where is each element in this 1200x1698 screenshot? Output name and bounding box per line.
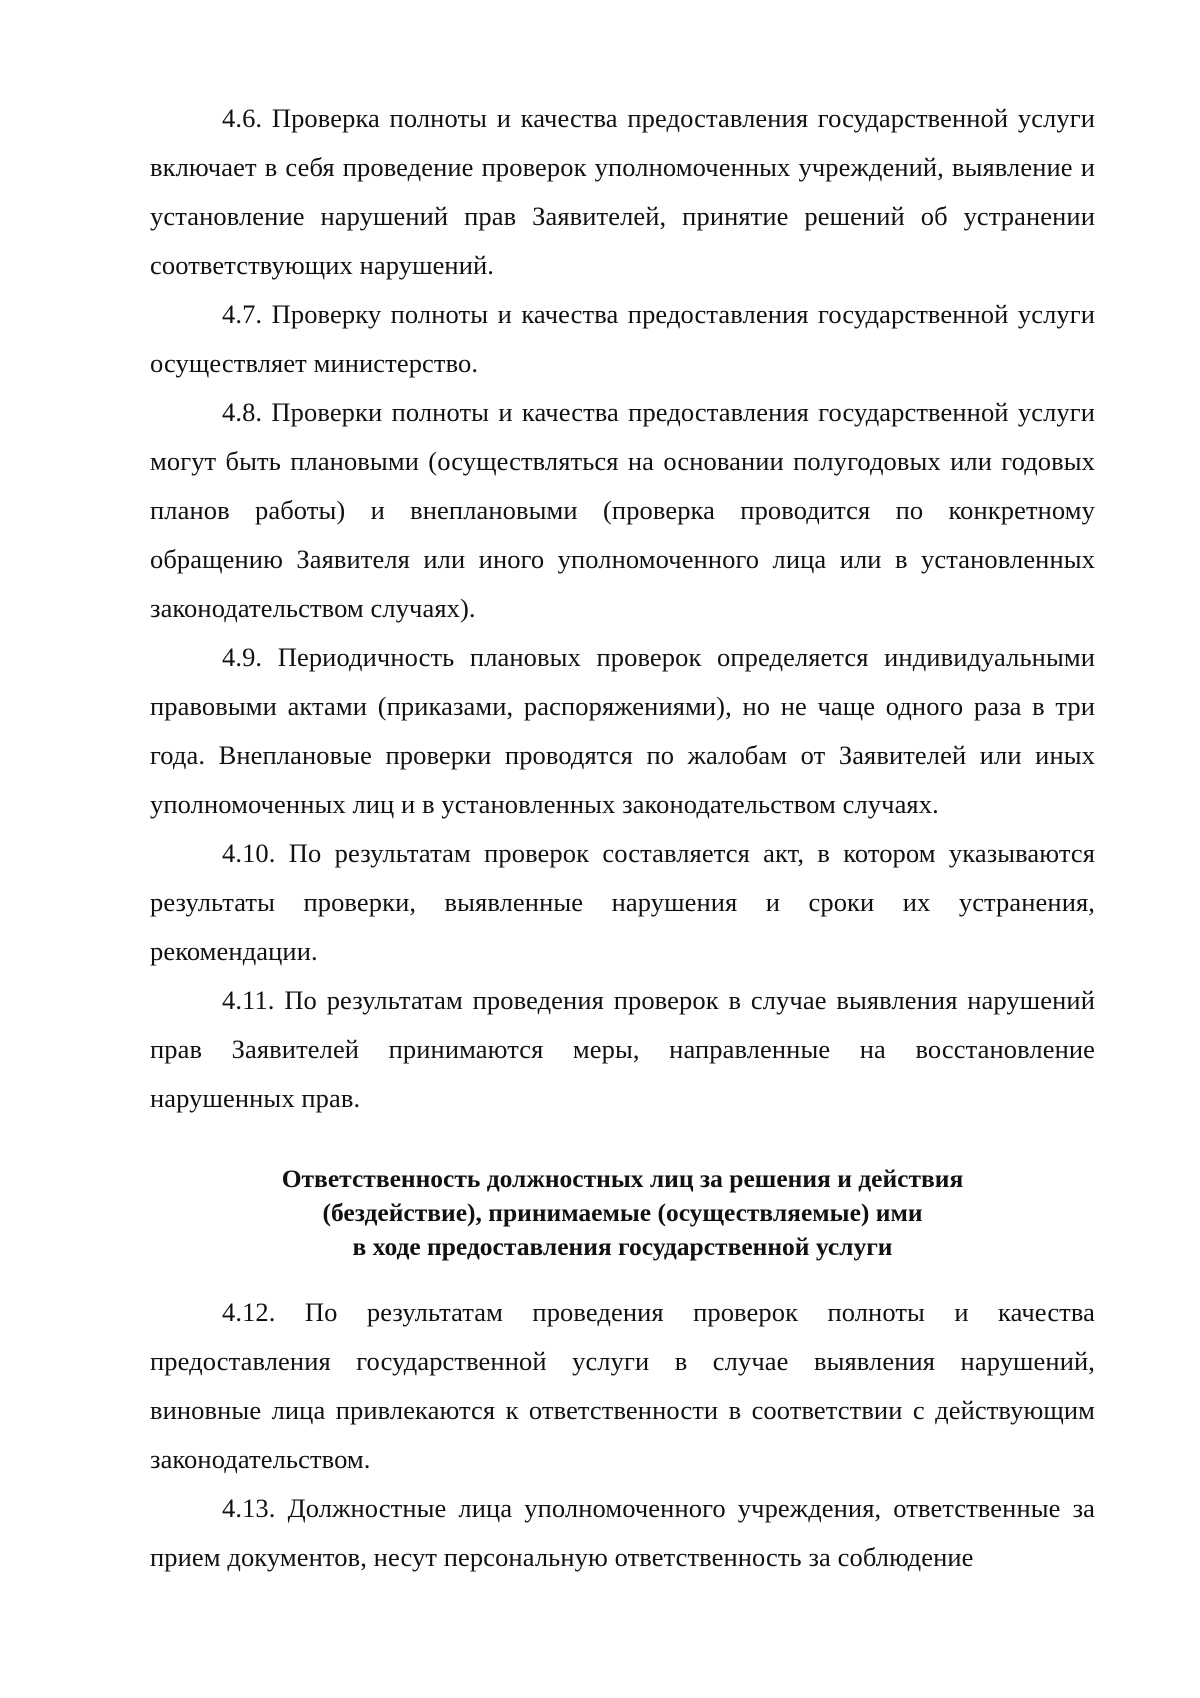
heading-line-3: в ходе предоставления государственной услуги bbox=[352, 1232, 893, 1261]
section-heading bbox=[150, 1162, 1095, 1264]
heading-line-2: (бездействие), принимаемые (осуществляемые) ими bbox=[322, 1198, 923, 1227]
document-page bbox=[150, 94, 1095, 1582]
paragraph-4-9: 4.9. Периодичность плановых проверок определяется индивидуальными правовыми актами (приказами, распоряжениями), но не чаще одного раза в три года. Внеплановые проверки проводятся по жалобам от Заявителей или иных уполномоченных лиц и в установленных законодательством случаях. bbox=[150, 642, 1095, 819]
paragraph-4-6: 4.6. Проверка полноты и качества предоставления государственной услуги включает в себя проведение проверок уполномоченных учреждений, выявление и установление нарушений прав Заявителей, принятие решений об устранении соответствующих нарушений. bbox=[150, 103, 1095, 280]
paragraph-4-7: 4.7. Проверку полноты и качества предоставления государственной услуги осуществляет министерство. bbox=[150, 299, 1095, 378]
paragraph-4-8: 4.8. Проверки полноты и качества предоставления государственной услуги могут быть плановыми (осуществляться на основании полугодовых или годовых планов работы) и внеплановыми (проверка проводится по конкретному обращению Заявителя или иного уполномоченного лица или в установленных законодательством случаях). bbox=[150, 397, 1095, 623]
paragraph-4-11: 4.11. По результатам проведения проверок в случае выявления нарушений прав Заявителей принимаются меры, направленные на восстановление нарушенных прав. bbox=[150, 985, 1095, 1113]
paragraph-4-13: 4.13. Должностные лица уполномоченного учреждения, ответственные за прием документов, несут персональную ответственность за соблюдение bbox=[150, 1493, 1095, 1572]
paragraph-4-12: 4.12. По результатам проведения проверок полноты и качества предоставления государственной услуги в случае выявления нарушений, виновные лица привлекаются к ответственности в соответствии с действующим законодательством. bbox=[150, 1297, 1095, 1474]
paragraph-4-10: 4.10. По результатам проверок составляется акт, в котором указываются результаты проверки, выявленные нарушения и сроки их устранения, рекомендации. bbox=[150, 838, 1095, 966]
heading-line-1: Ответственность должностных лиц за решения и действия bbox=[281, 1164, 964, 1193]
